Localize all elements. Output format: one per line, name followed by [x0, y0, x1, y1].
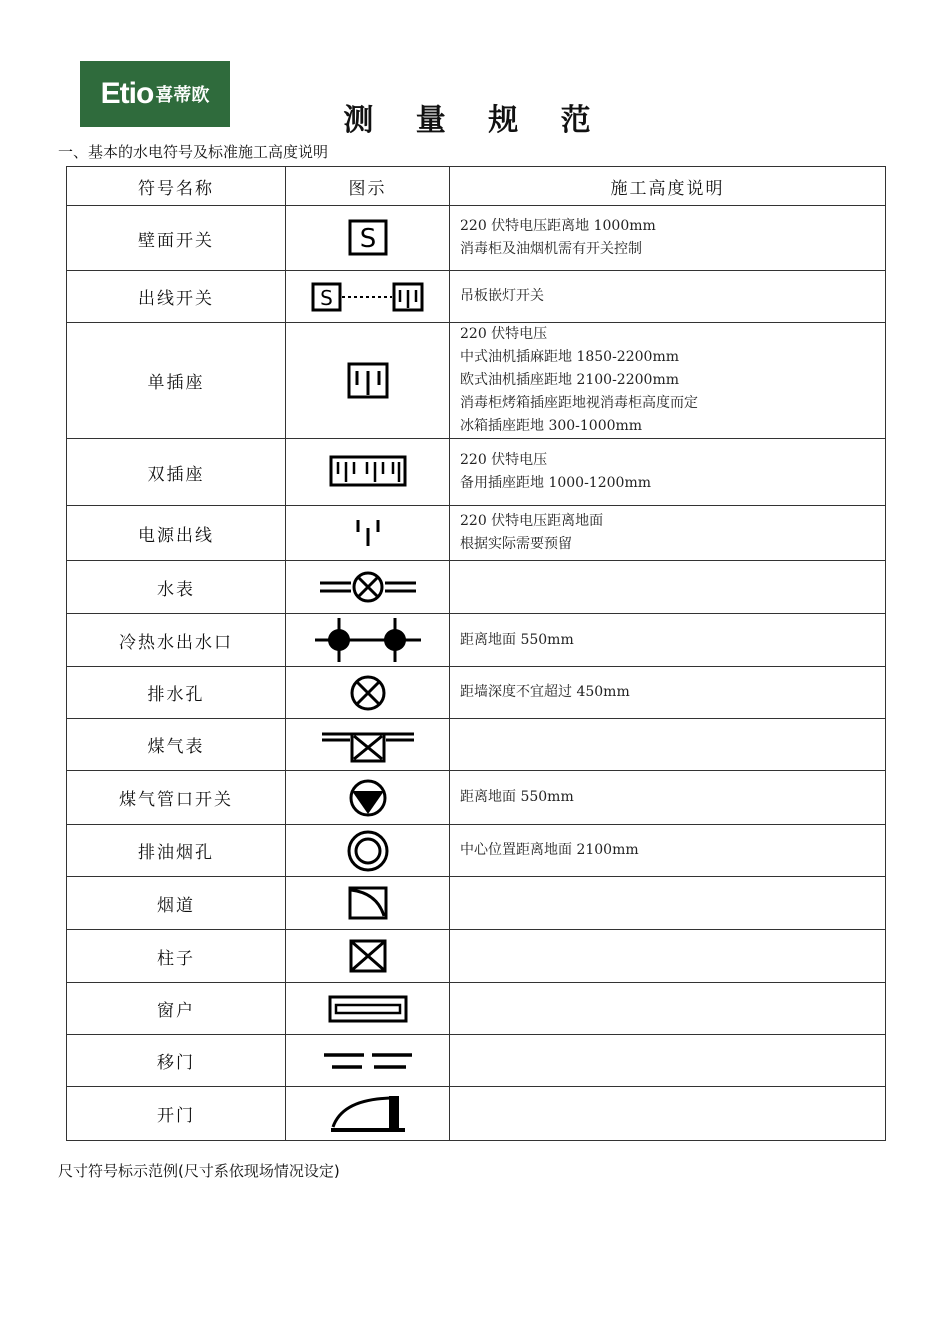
symbol-name: 煤气表	[67, 719, 286, 771]
table-row	[67, 439, 886, 506]
description-line: 中式油机插麻距地 1850-2200mm	[460, 349, 679, 365]
power-outlet-icon	[286, 506, 450, 561]
wall-switch-icon	[286, 206, 450, 271]
symbol-name: 移门	[67, 1035, 286, 1087]
symbol-name: 电源出线	[67, 506, 286, 561]
outlet-switch-icon	[286, 271, 450, 323]
table-row	[67, 930, 886, 983]
height-description	[450, 719, 886, 771]
height-description	[450, 506, 886, 561]
description-line: 距离地面 550mm	[460, 789, 574, 805]
height-description	[450, 323, 886, 439]
page-title: 测 量 规 范	[343, 103, 607, 138]
table-row	[67, 1035, 886, 1087]
table-row	[67, 825, 886, 877]
header-description: 施工高度说明	[450, 167, 886, 206]
table-row	[67, 719, 886, 771]
height-description	[450, 561, 886, 614]
symbol-name: 单插座	[67, 323, 286, 439]
symbol-name: 煤气管口开关	[67, 771, 286, 825]
symbol-name: 水表	[67, 561, 286, 614]
sliding-door-icon	[286, 1035, 450, 1087]
description-line: 220 伏特电压	[460, 452, 548, 468]
table-row	[67, 506, 886, 561]
symbol-name: 壁面开关	[67, 206, 286, 271]
window-icon	[286, 983, 450, 1035]
height-description	[450, 271, 886, 323]
header-name: 符号名称	[67, 167, 286, 206]
table-row	[67, 271, 886, 323]
height-description	[450, 771, 886, 825]
table-row	[67, 561, 886, 614]
height-description	[450, 825, 886, 877]
symbol-name: 排水孔	[67, 667, 286, 719]
description-line: 距离地面 550mm	[460, 631, 574, 648]
symbol-name: 双插座	[67, 439, 286, 506]
height-description	[450, 206, 886, 271]
table-row	[67, 667, 886, 719]
symbol-name: 柱子	[67, 930, 286, 983]
symbol-table	[66, 166, 886, 1141]
symbol-name: 出线开关	[67, 271, 286, 323]
height-description	[450, 983, 886, 1035]
table-row	[67, 983, 886, 1035]
flue-icon	[286, 877, 450, 930]
table-row	[67, 877, 886, 930]
description-line: 欧式油机插座距地 2100-2200mm	[460, 372, 679, 388]
table-header-row	[67, 167, 886, 206]
table-row	[67, 323, 886, 439]
height-description	[450, 614, 886, 667]
symbol-name: 开门	[67, 1087, 286, 1141]
double-socket-icon	[286, 439, 450, 506]
exhaust-hole-icon	[286, 825, 450, 877]
table-row	[67, 614, 886, 667]
description-line: 220 伏特电压距离地 1000mm	[460, 218, 656, 234]
symbol-name: 冷热水出水口	[67, 614, 286, 667]
height-description	[450, 439, 886, 506]
water-meter-icon	[286, 561, 450, 614]
height-description	[450, 877, 886, 930]
height-description	[450, 1087, 886, 1141]
column-icon	[286, 930, 450, 983]
table-row	[67, 206, 886, 271]
section-heading: 一、基本的水电符号及标准施工高度说明	[58, 143, 329, 161]
header-symbol: 图示	[286, 167, 450, 206]
symbol-name: 排油烟孔	[67, 825, 286, 877]
logo-chinese: 喜蒂欧	[155, 85, 210, 106]
description-line: 距墙深度不宜超过 450mm	[460, 684, 630, 700]
svg-text:S: S	[359, 224, 376, 254]
height-description	[450, 1035, 886, 1087]
swing-door-icon	[286, 1087, 450, 1141]
svg-text:S: S	[319, 285, 333, 310]
table-row	[67, 771, 886, 825]
description-line: 220 伏特电压距离地面	[460, 513, 604, 529]
gas-meter-icon	[286, 719, 450, 771]
description-line: 220 伏特电压	[460, 326, 548, 342]
description-line: 中心位置距离地面 2100mm	[460, 842, 639, 858]
table-row	[67, 1087, 886, 1141]
description-line: 吊板嵌灯开关	[460, 288, 544, 304]
description-line: 消毒柜及油烟机需有开关控制	[460, 241, 642, 257]
height-description	[450, 667, 886, 719]
drain-hole-icon	[286, 667, 450, 719]
logo-latin: Etio	[100, 77, 154, 110]
symbol-name: 窗户	[67, 983, 286, 1035]
description-line: 根据实际需要预留	[460, 536, 572, 552]
gas-valve-icon	[286, 771, 450, 825]
height-description	[450, 930, 886, 983]
description-line: 冰箱插座距地 300-1000mm	[460, 418, 643, 434]
description-line: 消毒柜烤箱插座距地视消毒柜高度而定	[460, 395, 698, 411]
description-line: 备用插座距地 1000-1200mm	[460, 475, 651, 491]
single-socket-icon	[286, 323, 450, 439]
symbol-name: 烟道	[67, 877, 286, 930]
water-outlet-icon	[286, 614, 450, 667]
footer-note: 尺寸符号标示范例(尺寸系依现场情况设定)	[58, 1162, 340, 1180]
